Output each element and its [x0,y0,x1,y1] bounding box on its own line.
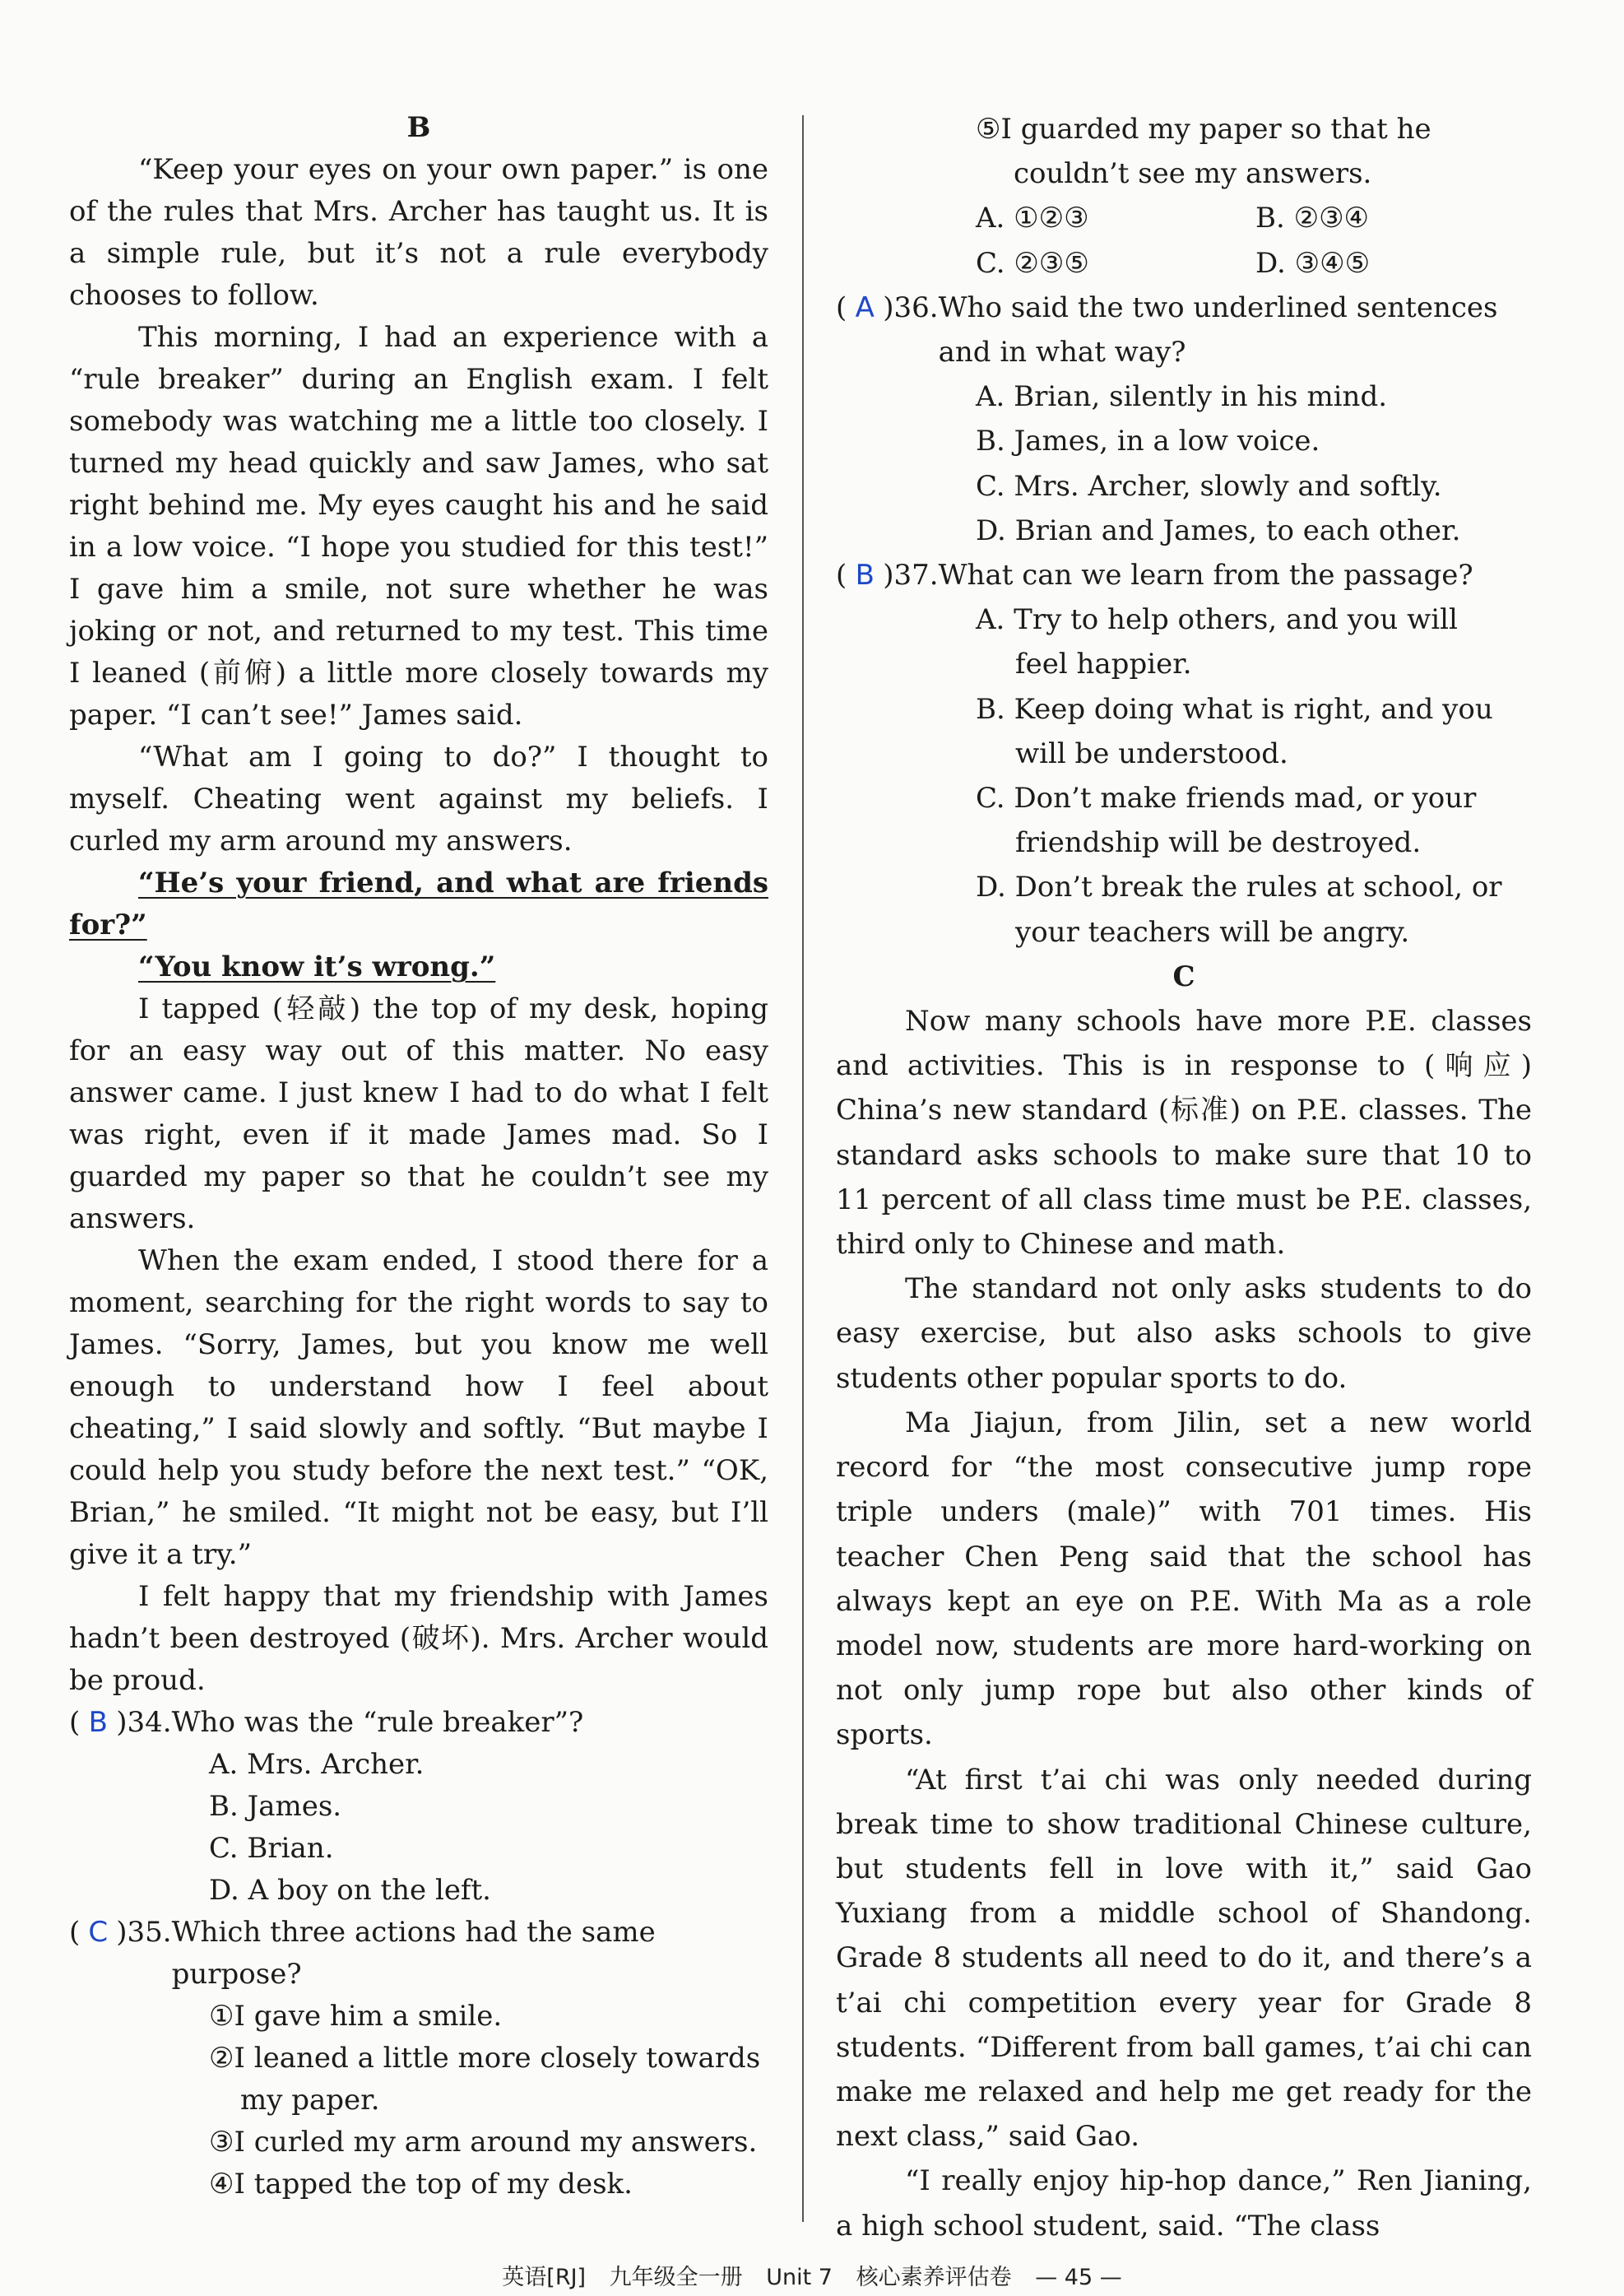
option: B. James. [209,1790,342,1823]
question-34: ( B )34. Who was the “rule breaker”? [69,1702,768,1744]
answer-35: C [88,1916,109,1949]
statement-item: my paper. [240,2084,380,2117]
option: B. Keep doing what is right, and you will be understood. [976,692,1493,770]
section-b-heading: B [406,111,431,144]
option: D. Brian and James, to each other. [976,514,1461,547]
footer-grade: 九年级全一册 [609,2265,743,2290]
option: A. Brian, silently in his mind. [976,380,1388,414]
answer-37: B [855,559,875,593]
statement-item: ③I curled my arm around my answers. [209,2126,758,2159]
question-37: ( B )37. What can we learn from the passage? [836,553,1532,597]
footer-title: 核心素养评估卷 [856,2265,1012,2290]
option: C. Mrs. Archer, slowly and softly. [976,469,1442,503]
option: C. Brian. [209,1832,334,1865]
paragraph: Now many schools have more P.E. classes and activities. This is in response to (响应) China’s new standard (标准) on P.E. classes. The standard asks schools to make sure that 10 to 11 percent of all class time must be P.E. classes, third only to Chinese and math. [836,1005,1532,1262]
question-stem: Which three actions had the same purpose? [171,1916,656,1991]
options-grid-35 [836,196,1532,285]
paragraph: “What am I going to do?” I thought to myself. Cheating went against my beliefs. I curled my arm around my answers. [69,741,768,858]
paragraph: When the exam ended, I stood there for a moment, searching for the right words to say to James. “Sorry, James, but you know me well enough to understand how I feel about cheating,” I said slowly and softly. “But maybe I could help you study before the next test.” “OK, Brian,” he smiled. “It might not be easy, but I’ll give it a try.” [69,1244,768,1571]
underlined-sentence-2: “You know it’s wrong.” [138,950,496,983]
option: B. James, in a low voice. [976,425,1320,458]
paragraph: “Keep your eyes on your own paper.” is one of the rules that Mrs. Archer has taught us. It is a simple rule, but it’s not a rule everybody chooses to follow. [69,153,768,312]
statement-item: couldn’t see my answers. [1014,157,1372,191]
option: D. ③④⑤ [1255,246,1371,280]
page-number: — 45 — [1035,2265,1122,2290]
option: D. Don’t break the rules at school, or your teachers will be angry. [976,871,1502,949]
question-35: ( C )35. Which three actions had the same purpose? [69,1912,768,1996]
answer-34: B [88,1706,108,1739]
option: B. ②③④ [1255,202,1370,235]
left-column [69,107,768,2205]
right-column [836,107,1532,2248]
paragraph: “At first t’ai chi was only needed during break time to show traditional Chinese culture, but students fell in love with it,” said Gao Yuxiang from a middle school of Shandong. Grade 8 students all need to do it, and there’s a t’ai chi competition every year for Grade 8 students. “Different from ball games, t’ai chi can make me relaxed and help me get ready for the next class,” said Gao. [836,1763,1532,2154]
statement-item: ②I leaned a little more closely towards [209,2042,761,2075]
option: C. ②③⑤ [976,246,1089,280]
paragraph: This morning, I had an experience with a “rule breaker” during an English exam. I felt somebody was watching me a little too closely. I turned my head quickly and saw James, who sat right behind me. My eyes caught his and he said in a low voice. “I hope you studied for this test!” I gave him a smile, not sure whether he was joking or not, and returned to my test. This time I leaned (前俯) a little more closely towards my paper. “I can’t see!” James said. [69,321,768,732]
option: A. Mrs. Archer. [209,1748,425,1781]
question-stem: Who was the “rule breaker”? [171,1706,584,1739]
paragraph: “I really enjoy hip-hop dance,” Ren Jianing, a high school student, said. “The class [836,2164,1532,2243]
answer-36: A [855,290,875,324]
footer-unit: Unit 7 [766,2265,833,2290]
column-divider [802,115,804,2222]
underlined-sentence-1: “He’s your friend, and what are friends for?” [69,867,768,941]
footer-subject: 英语[RJ] [502,2265,587,2290]
statement-item: ①I gave him a smile. [209,2000,503,2033]
option: A. ①②③ [976,202,1089,235]
option: C. Don’t make friends mad, or your friendship will be destroyed. [976,782,1477,860]
question-36: ( A )36. Who said the two underlined sentences and in what way? [836,286,1532,374]
paragraph: Ma Jiajun, from Jilin, set a new world record for “the most consecutive jump rope triple unders (male)” with 701 times. His teacher Chen Peng said that the school has always kept an eye on P.E. With Ma as a role model now, students are more hard-working on not only jump rope but also other kinds of sports. [836,1406,1532,1752]
question-stem: Who said the two underlined sentences and in what way? [938,290,1498,369]
section-c-heading: C [1172,960,1195,993]
page-footer [0,2259,1624,2291]
question-stem: What can we learn from the passage? [938,559,1473,593]
statement-item: ④I tapped the top of my desk. [209,2168,633,2201]
statement-item: ⑤I guarded my paper so that he [976,113,1431,146]
option: A. Try to help others, and you will feel happier. [976,603,1458,681]
paragraph: I tapped (轻敲) the top of my desk, hoping for an easy way out of this matter. No easy answer came. I just knew I had to do what I felt was right, even if it made James mad. So I guarded my paper so that he couldn’t see my answers. [69,992,768,1235]
paragraph: The standard not only asks students to do easy exercise, but also asks schools to give students other popular sports to do. [836,1272,1532,1395]
paragraph: I felt happy that my friendship with James hadn’t been destroyed (破坏). Mrs. Archer would be proud. [69,1580,768,1697]
option: D. A boy on the left. [209,1874,491,1907]
